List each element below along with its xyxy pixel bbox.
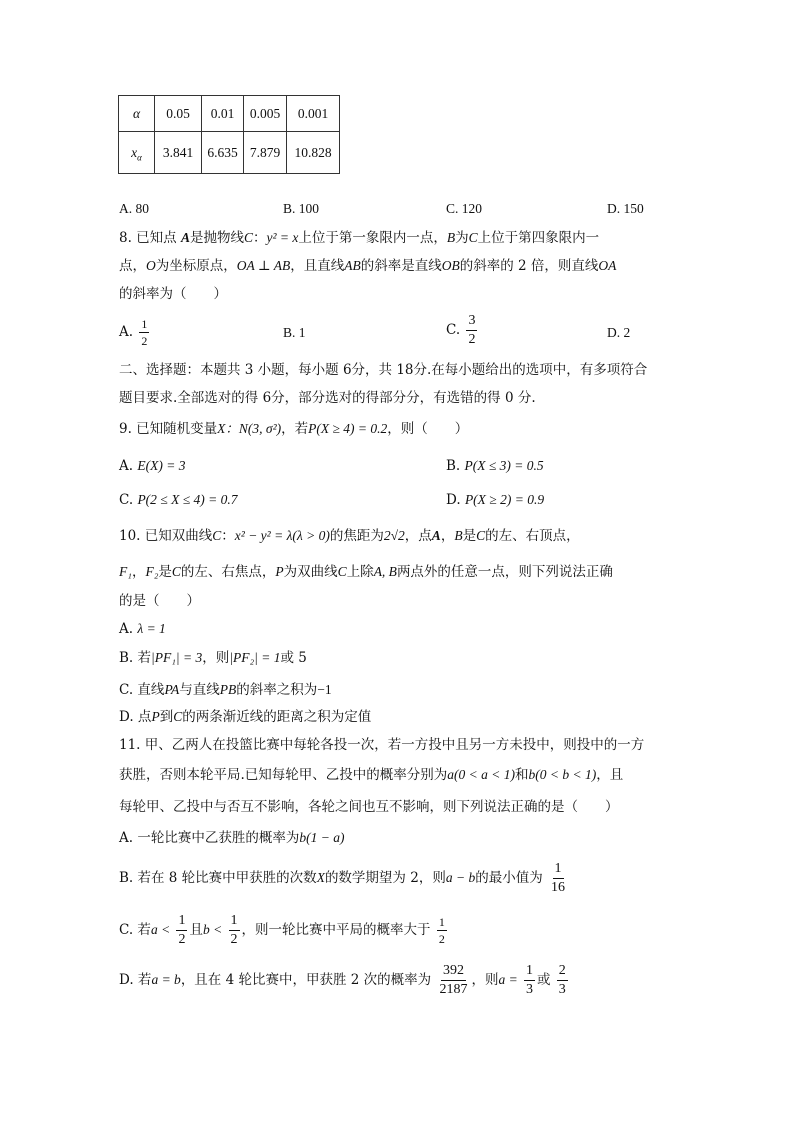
text: 是抛物线 (189, 230, 244, 246)
point-p: P (275, 564, 284, 579)
table-cell: 0.005 (244, 96, 287, 132)
numerator: 392 (441, 964, 466, 981)
fraction (139, 318, 149, 347)
q10-option-c (119, 681, 332, 699)
denominator: 2187 (439, 982, 468, 997)
curve-c: C (243, 230, 253, 245)
text: 获胜，否则本轮平局.已知每轮甲、乙投中的概率分别为 (119, 767, 448, 783)
table-cell: 0.05 (155, 96, 202, 132)
text: ，且 (596, 767, 624, 783)
text: D. 若 (119, 972, 152, 988)
curve-c: C (173, 709, 183, 724)
text: 为坐标原点， (155, 258, 237, 274)
option-expression: a < (150, 922, 171, 937)
fraction (549, 862, 567, 895)
variable-x: X (316, 870, 325, 885)
text: 的数学期望为 2，则 (324, 870, 446, 886)
q8-option-c (446, 314, 479, 347)
text: ，且直线 (290, 258, 345, 274)
text: ，若 (281, 421, 309, 437)
critical-value-table (118, 95, 340, 174)
point-p: P (151, 709, 160, 724)
option-expression: |PF₁| = 3 (151, 650, 203, 665)
numerator: 1 (229, 914, 240, 931)
option-expression: E(X) = 3 (137, 458, 186, 473)
fraction (466, 314, 477, 347)
variable-x: X (217, 421, 226, 436)
section-2-heading-line-2: 题目要求.全部选对的得 6分，部分选对的得部分分，有选错的得 0 分. (119, 390, 536, 406)
text: 的左、右焦点， (180, 564, 276, 580)
q9-option-a (119, 457, 185, 475)
numerator: 1 (524, 964, 535, 981)
text: 的两条渐近线的距离之积为定值 (182, 709, 372, 725)
text: 点， (119, 258, 146, 274)
option-expression: a − b (445, 870, 476, 885)
q8-line-1 (119, 229, 599, 247)
line-pb: PB (219, 682, 237, 697)
text: 是 (462, 528, 477, 544)
parabola-equation: y² = x (266, 230, 299, 245)
q9-option-d (446, 491, 544, 509)
focal-distance: 2√2 (383, 528, 405, 543)
text: D. 点 (119, 709, 152, 725)
option-label: A. (119, 621, 134, 637)
q8-line-3: 的斜率为（ ） (119, 286, 227, 302)
text: 且 (189, 922, 203, 938)
fraction (437, 964, 469, 997)
q10-option-d (119, 708, 371, 726)
option-expression: b(1 − a) (299, 830, 345, 845)
text: ，则（ ） (387, 421, 469, 437)
denominator: 3 (526, 982, 533, 997)
text: ， (131, 564, 146, 580)
normal-distribution: ：N(3, σ²) (225, 421, 282, 436)
origin-o: O (146, 258, 156, 273)
text: ， (440, 528, 455, 544)
denominator: 2 (178, 932, 186, 947)
q7-option-b: B. 100 (283, 201, 320, 216)
table-cell: 3.841 (155, 132, 202, 174)
focus-f2: F₂ (145, 564, 159, 579)
option-expression: |PF₂| = 1 (229, 650, 281, 665)
text: ，点 (404, 528, 432, 544)
point-b: B (446, 230, 456, 245)
q10-line-1 (119, 527, 580, 545)
fraction (437, 916, 447, 945)
text: B. 若 (119, 650, 152, 666)
text: 与直线 (179, 682, 220, 698)
text: 或 5 (280, 650, 307, 666)
text: ： (253, 230, 267, 246)
option-label: A. (119, 324, 134, 340)
table-row (119, 96, 340, 132)
table-cell: 0.001 (287, 96, 340, 132)
denominator: 2 (438, 932, 445, 946)
probability-b: b(0 < b < 1) (528, 767, 597, 782)
q7-option-c: C. 120 (446, 201, 483, 216)
probability-condition: P(X ≥ 4) = 0.2 (308, 421, 388, 436)
fraction (524, 964, 535, 997)
q11-option-a (119, 829, 344, 847)
denominator: 2 (230, 932, 238, 947)
option-expression: P(2 ≤ X ≤ 4) = 0.7 (137, 492, 238, 507)
table-head-alpha: α (119, 96, 155, 132)
fraction (557, 964, 568, 997)
text: A. 一轮比赛中乙获胜的概率为 (119, 830, 300, 846)
section-2-heading-line-1: 二、选择题：本题共 3 小题，每小题 6分，共 18分.在每小题给出的选项中，有多项符合 (119, 362, 648, 378)
option-expression: P(X ≤ 3) = 0.5 (464, 458, 544, 473)
line-ab: AB (344, 258, 361, 273)
point-b: B (454, 528, 463, 543)
text: 和 (515, 767, 529, 783)
point-a: A (180, 230, 190, 245)
option-label: B. (446, 458, 461, 474)
numerator: 1 (176, 914, 187, 931)
option-expression: a = b (151, 972, 181, 987)
line-ob: OB (441, 258, 460, 273)
numerator: 1 (438, 915, 445, 929)
option-label: C. (446, 322, 461, 338)
text: 为双曲线 (283, 564, 338, 580)
q11-line-3: 每轮甲、乙投中与否互不影响，各轮之间也互不影响，则下列说法正确的是（ ） (119, 799, 619, 815)
option-expression: a = (498, 972, 518, 987)
text: ，且在 4 轮比赛中，甲获胜 2 次的概率为 (180, 972, 432, 988)
text: ： (221, 528, 235, 544)
focus-f1: F₁ (119, 564, 132, 579)
point-a: A (431, 528, 441, 543)
perpendicular-relation: OA ⊥ AB (236, 258, 291, 273)
option-label: A. (119, 458, 134, 474)
text: 上位于第一象限内一点， (298, 230, 447, 246)
q9-option-c (119, 491, 237, 509)
q7-option-a: A. 80 (119, 201, 149, 216)
text: 或 (537, 972, 551, 988)
q8-option-d: D. 2 (607, 325, 631, 340)
q11-option-c (119, 914, 449, 947)
text: C. 直线 (119, 682, 165, 698)
curve-c: C (468, 230, 478, 245)
option-label: D. (446, 492, 461, 508)
q8-option-a (119, 318, 151, 347)
q9-stem (119, 420, 468, 438)
denominator: 2 (141, 334, 148, 348)
text: ，则一轮比赛中平局的概率大于 (241, 922, 431, 938)
numerator: 3 (466, 314, 477, 331)
curve-c: C (212, 528, 222, 543)
denominator: 2 (468, 332, 476, 347)
text: 上位于第四象限内一 (477, 230, 600, 246)
text: 到 (159, 709, 174, 725)
text: 的斜率之积为 (236, 682, 318, 698)
text: C. 若 (119, 922, 151, 938)
q8-line-2 (119, 257, 616, 275)
line-pa: PA (164, 682, 180, 697)
fraction (176, 914, 187, 947)
text: 的斜率的 2 倍，则直线 (459, 258, 599, 274)
table-cell: 10.828 (287, 132, 340, 174)
text: 的斜率是直线 (360, 258, 442, 274)
text: 的左、右顶点， (485, 528, 580, 544)
q10-option-a (119, 620, 166, 638)
points-ab: A, B (373, 564, 397, 579)
q11-line-1: 11. 甲、乙两人在投篮比赛中每轮各投一次，若一方投中且另一方未投中，则投中的一方 (119, 737, 645, 753)
text: 10. 已知双曲线 (119, 528, 213, 544)
fraction (229, 914, 240, 947)
text: ，则 (202, 650, 230, 666)
text: 8. 已知点 (119, 230, 181, 246)
numerator: 1 (553, 862, 564, 879)
hyperbola-equation: x² − y² = λ(λ > 0) (234, 528, 330, 543)
text: 的最小值为 (475, 870, 543, 886)
q10-option-b (119, 649, 307, 667)
q9-option-b (446, 457, 544, 475)
text: 的焦距为 (329, 528, 384, 544)
table-cell: 7.879 (244, 132, 287, 174)
text: 两点外的任意一点，则下列说法正确 (396, 564, 613, 580)
option-expression: b < (202, 922, 223, 937)
curve-c: C (476, 528, 486, 543)
table-cell: 6.635 (202, 132, 244, 174)
curve-c: C (337, 564, 347, 579)
text: ，则 (471, 972, 499, 988)
curve-c: C (171, 564, 181, 579)
q10-line-3: 的是（ ） (119, 593, 200, 609)
table-row (119, 132, 340, 174)
denominator: 16 (551, 880, 565, 895)
q8-option-b: B. 1 (283, 325, 306, 340)
option-expression: λ = 1 (137, 621, 166, 636)
option-label: C. (119, 492, 134, 508)
probability-a: a(0 < a < 1) (447, 767, 516, 782)
q10-line-2 (119, 563, 613, 581)
line-oa: OA (598, 258, 617, 273)
text: 是 (158, 564, 172, 580)
option-expression: P(X ≥ 2) = 0.9 (464, 492, 545, 507)
q11-line-2 (119, 766, 623, 784)
numerator: 2 (557, 964, 568, 981)
q7-option-d: D. 150 (607, 201, 644, 216)
q11-option-d (119, 964, 570, 997)
denominator: 3 (558, 982, 566, 997)
text: 为 (455, 230, 469, 246)
numerator: 1 (141, 317, 148, 331)
text: B. 若在 8 轮比赛中甲获胜的次数 (119, 870, 317, 886)
table-cell: 0.01 (202, 96, 244, 132)
text: 上除 (346, 564, 374, 580)
table-head-x: $x_\alpha$ (119, 132, 155, 174)
q11-option-b (119, 862, 569, 895)
value: −1 (317, 682, 332, 697)
text: 9. 已知随机变量 (119, 421, 218, 437)
